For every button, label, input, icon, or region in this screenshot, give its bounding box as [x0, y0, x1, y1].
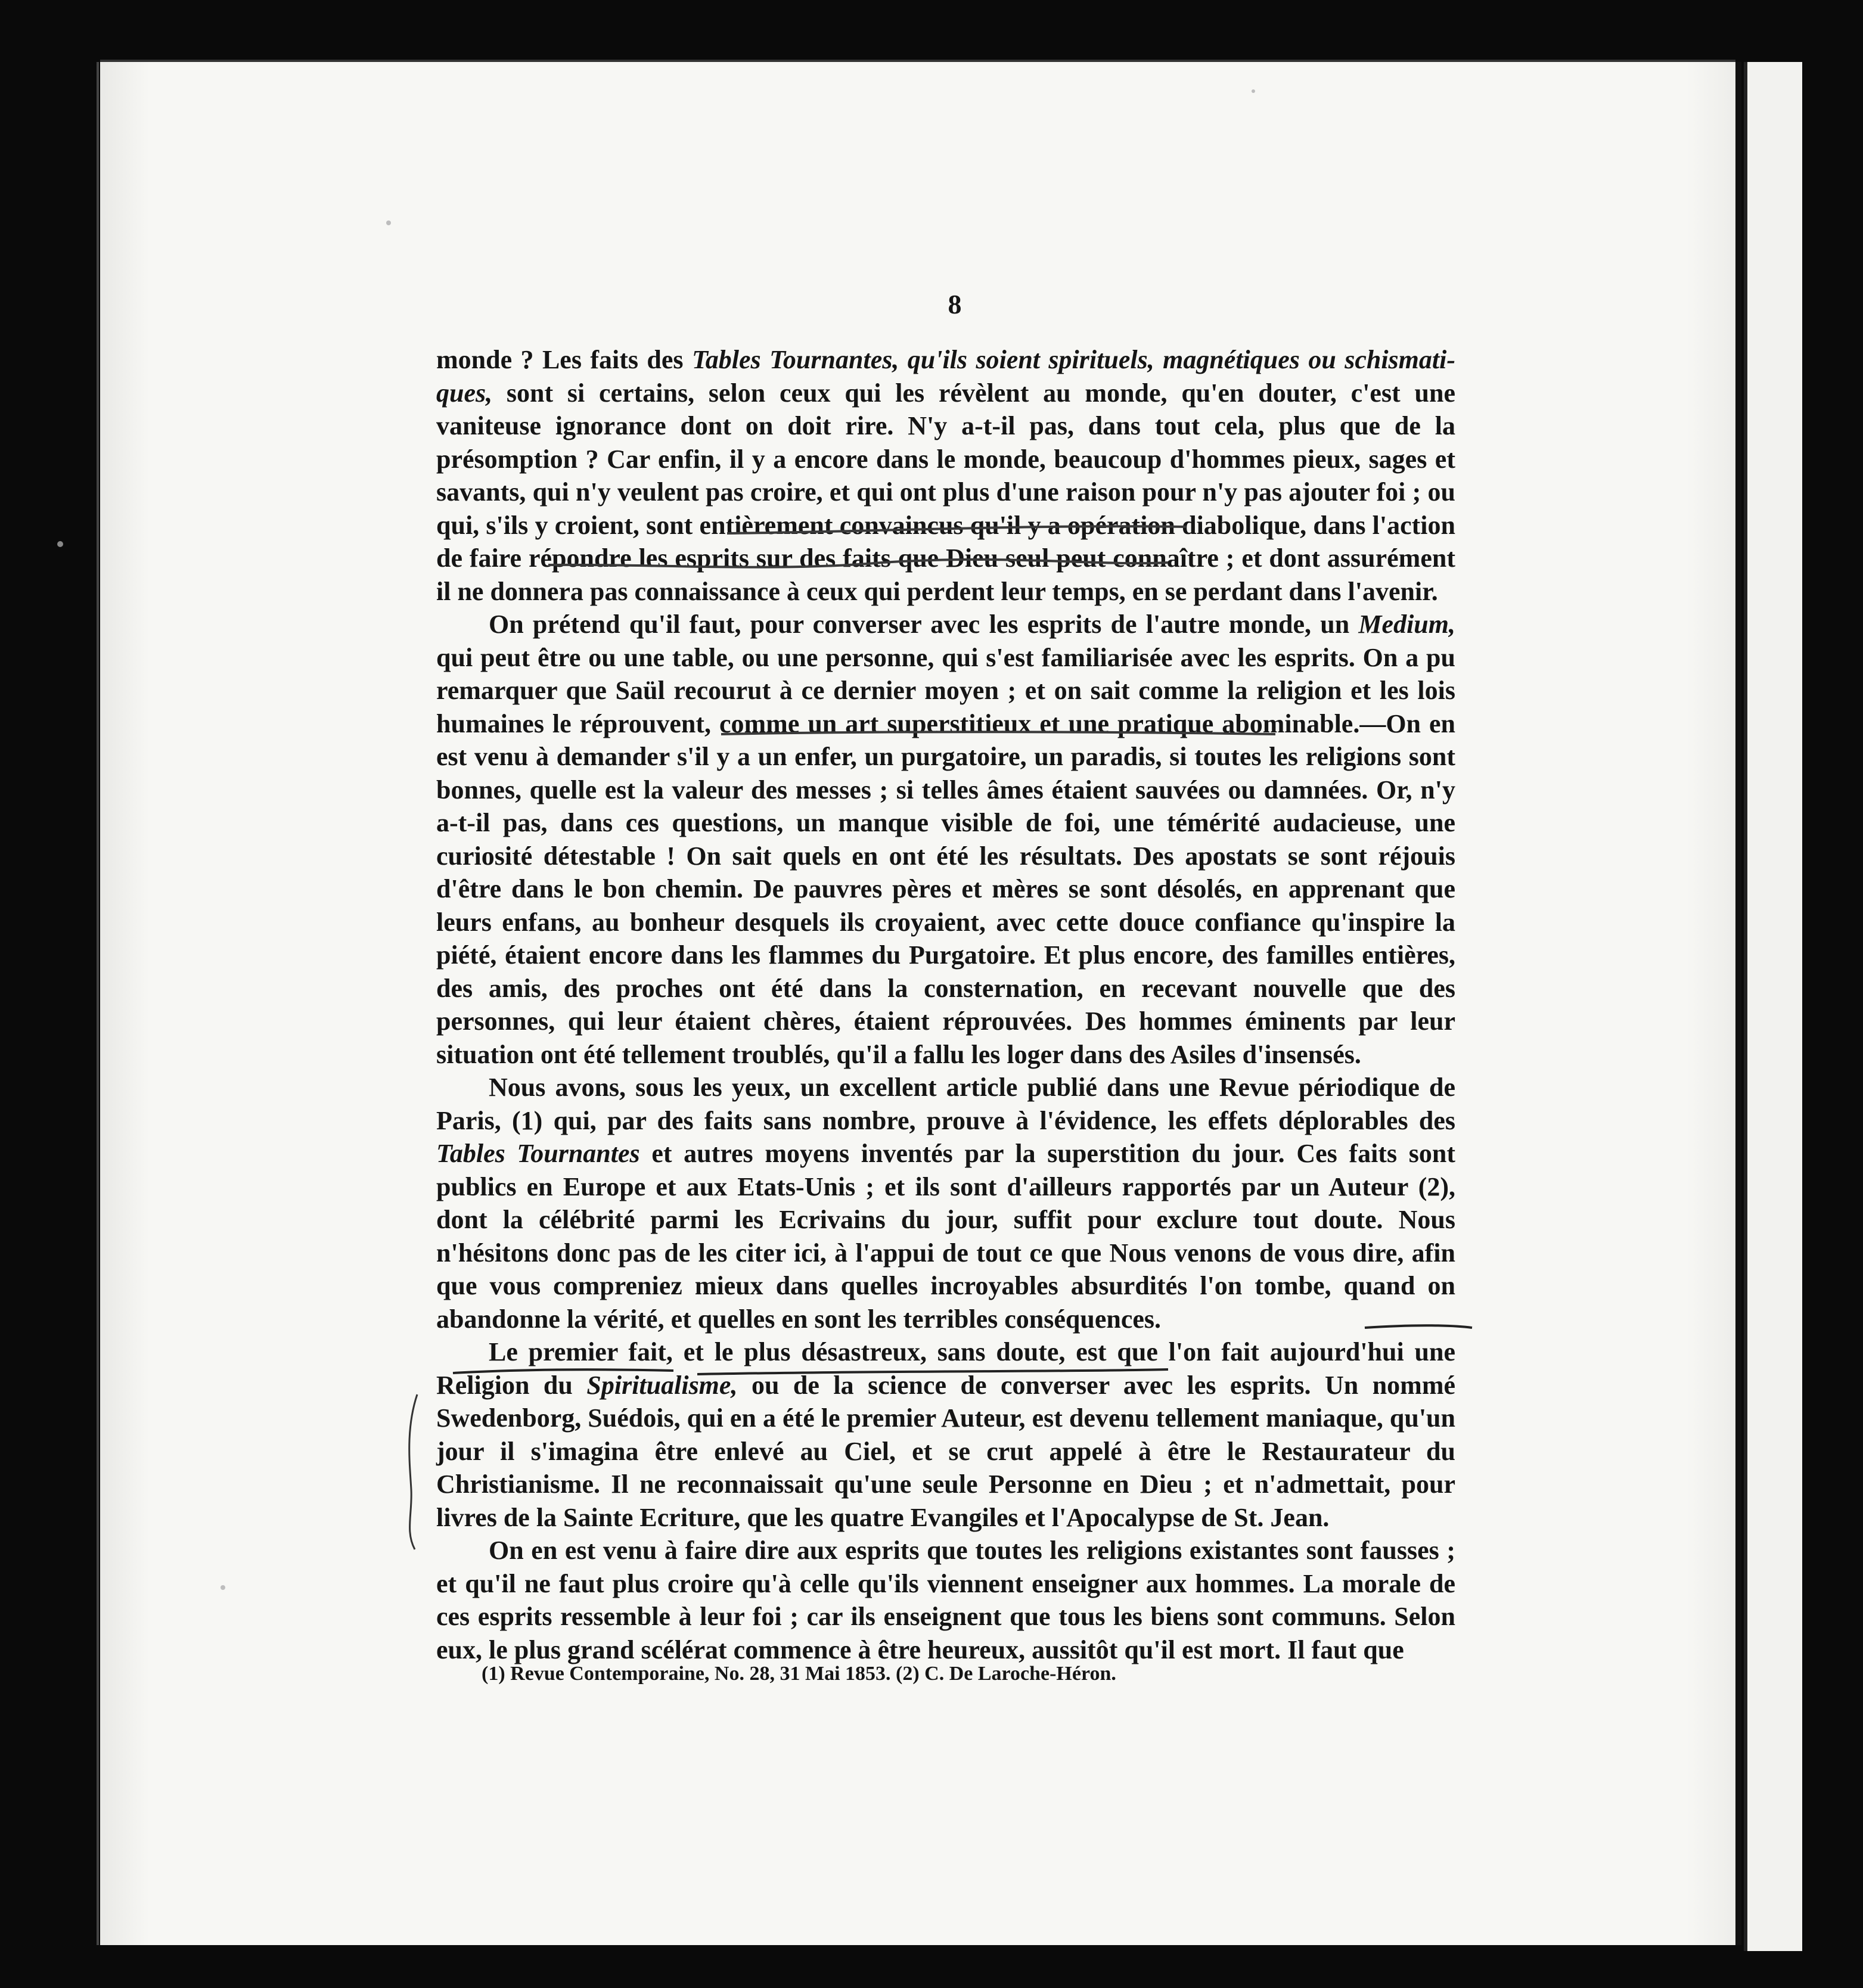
- scan-speck: [386, 220, 391, 225]
- page-number: 8: [948, 289, 962, 319]
- text-run: sont si certains, selon ceux qui les révèlent au monde, qu'en douter, c'est une vaniteuse ignorance dont on doit rire. N'y a-t-il pas, dans tout cela, plus que de la présomption ? Car enfin, il y a encore dans le monde, beaucoup d'hommes pieux, sages et savants, qui n'y veulent pas croire, et qui ont plus d'une raison pour n'y pas ajouter foi ; ou qui, s'ils y croient, sont entièrement convaincus qu'il y a opération diabolique, dans l'action de faire répondre les esprits sur des faits que Dieu seul peut connaître ; et dont assurément il ne donnera pas connaissance à ceux qui perdent leur temps, en se perdant dans l'avenir.: [436, 378, 1455, 606]
- text-run: On prétend qu'il faut, pour converser avec les esprits de l'autre monde, un: [489, 610, 1359, 639]
- page-right-edge: [1735, 62, 1741, 1945]
- text-run: et autres moyens inventés par la superstition du jour. Ces faits sont publics en Europe et aux Etats-Unis ; et ils sont d'ailleurs rapportés par un Auteur (2), dont la célébrité parmi les Ecrivains du jour, suffit pour exclure tout doute. Nous n'hésitons donc pas de les citer ici, à l'appui de tout ce que Nous venons de vous dire, afin que vous compreniez mieux dans quelles incroyables absurdités l'on tombe, quand on abandonne la vérité, et quelles en sont les terribles conséquences.: [436, 1139, 1455, 1334]
- text-run: monde ? Les faits des: [436, 345, 692, 374]
- paragraph: [436, 1071, 1455, 1335]
- text-run: On en est venu à faire dire aux esprits que toutes les religions existantes sont fausses ; et qu'il ne faut plus croire qu'à celle qu'ils viennent enseigner aux hommes. La morale de ces esprits ressemble à leur foi ; car ils enseignent que tous les biens sont communs. Selon eux, le plus grand scélérat commence à être heureux, aussitôt qu'il est mort. Il faut que: [436, 1536, 1455, 1664]
- text-run: Le premier fait, et le plus désastreux, sans doute, est que l'on fait aujourd'hui une Religion du: [436, 1337, 1455, 1400]
- scan-speck: [221, 1585, 225, 1590]
- next-page-strip: [1747, 62, 1802, 1951]
- paragraph: [436, 1335, 1455, 1534]
- page-left-edge: [97, 62, 99, 1945]
- italic-phrase: Spiritualisme,: [586, 1370, 738, 1400]
- text-run: Nous avons, sous les yeux, un excellent article publié dans une Revue périodique de Paris, (1) qui, par des faits sans nombre, prouve à l'évidence, les effets déplorables des: [436, 1073, 1455, 1135]
- footnote: (1) Revue Contemporaine, No. 28, 31 Mai 1853. (2) C. De Laroche-Héron.: [482, 1663, 1116, 1685]
- paragraph: [436, 608, 1455, 1071]
- body-text: [436, 343, 1455, 1666]
- text-run: qui peut être ou une table, ou une personne, qui s'est familiarisée avec les esprits. On a pu remarquer que Saül recourut à ce dernier moyen ; et on sait comme la religion et les lois humaines le réprouvent, comme un art superstitieux et une pratique abominable.—On en est venu à demander s'il y a un enfer, un purgatoire, un paradis, si toutes les religions sont bonnes, quelle est la valeur des messes ; si telles âmes étaient sauvées ou damnées. Or, n'y a-t-il pas, dans ces questions, un manque visible de foi, une témérité audacieuse, une curiosité détestable ! On sait quels en ont été les résultats. Des apostats se sont réjouis d'être dans le bon chemin. De pauvres pères et mères se sont désolés, en apprenant que leurs enfans, au bonheur desquels ils croyaient, avec cette douce confiance qu'inspire la piété, étaient encore dans les flammes du Purgatoire. Et plus encore, des familles entières, des amis, des proches ont été dans la consternation, en recevant nouvelle que des personnes, qui leur étaient chères, étaient réprouvées. Des hommes éminents par leur situation ont été tellement troublés, qu'il a fallu les loger dans des Asiles d'insensés.: [436, 642, 1455, 1069]
- paragraph: [436, 343, 1455, 608]
- text-run: ou de la science de converser avec les esprits. Un nommé Swedenborg, Suédois, qui en a été le premier Auteur, est devenu tellement maniaque, qu'un jour il s'imagina être enlevé au Ciel, et se crut appelé à être le Restaurateur du Christianisme. Il ne reconnaissait qu'une seule Personne en Dieu ; et n'admettait, pour livres de la Sainte Ecriture, que les quatre Evangiles et l'Apocalypse de St. Jean.: [436, 1370, 1456, 1532]
- scan-speck: [57, 541, 63, 547]
- italic-phrase: Tables Tournantes, qu'ils soient spirituels, magnétiques ou schismati-ques,: [436, 345, 1455, 408]
- italic-phrase: Tables Tournantes: [436, 1139, 640, 1168]
- scan-speck: [1252, 89, 1255, 93]
- paragraph: [436, 1534, 1455, 1666]
- italic-phrase: Medium,: [1358, 610, 1455, 639]
